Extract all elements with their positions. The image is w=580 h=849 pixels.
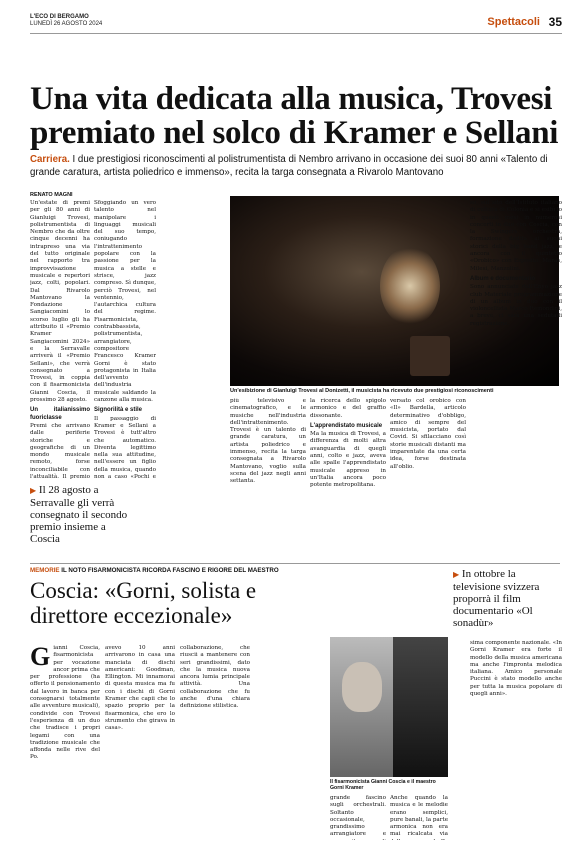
photo-caption-2: Il fisarmonicista Gianni Coscia e il maestro Gorni Kramer <box>330 779 436 791</box>
paragraph: Sono annunciate dell'Enyo jazz club Materiale programmazione di un album in duo con il violoncellista Marco Remondini, a breve, ci sarà una sedutadi registrazione. <box>470 284 562 327</box>
subheading: Un italianissimo fuoriclasse <box>30 407 90 421</box>
headline: Una vita dedicata alla musica, Trovesi premiato nel solco di Kramer e Sellani <box>30 81 559 151</box>
article-column-2 <box>94 200 156 480</box>
article-column-8 <box>105 645 175 835</box>
paragraph: più televisivo e cinematografico, e le musiche nell'industria dell'intrattenimento. Trovesi è un talento di grande caratura, un artista poliedrico e immenso, recita la targa consegnata a Rivarolo Mantovano, voglio sulla scena del jazz negli anni settanta. <box>230 398 306 485</box>
section-divider <box>30 563 560 564</box>
secondary-headline: Coscia: «Gorni, solista e direttore eccezionale» <box>30 578 257 628</box>
article-column-4 <box>310 398 386 558</box>
pull-quote-2 <box>453 568 563 629</box>
paragraph: Un'estate di premi per gli 80 anni di Gianluigi Trovesi, polistrumentista di Nembro che da oltre cinque decenni ha intrapreso una via del tutto originale nel rapporto tra improvvisazione musicale e repertori jazz, colti, popolari. Dal Rivarolo Mantovano la Fondazione Sangiacomini lo scorso luglio gli ha attribuito il «Premio Kramer Sangiacomini 2024» e la Serravalle arriverà il «Premio Sellani», che verrà consegnato a Trovesi, in coppia con il fisarmonicista Gianni Coscia, il prossimo 28 agosto. <box>30 200 90 404</box>
triangle-icon: ▶ <box>30 486 37 495</box>
paragraph: grande fascino sugli orchestrali. Soltanto occasionale, grandissimo arrangiatore e <box>330 795 386 838</box>
article-column-9 <box>180 645 250 835</box>
kicker-text: IL NOTO FISARMONICISTA RICORDA FASCINO E RIGORE DEL MAESTRO <box>59 567 279 574</box>
paragraph: ianni Coscia, fisarmonicista per vocazione ancor prima che per professione (ha offerto il pensionamento dal lavoro in banca per consegnarsi totalmente alle avventure musicali), condivide con Trovesi l'esperienza di un duo che tradisce i propri legami con una tradizione musicale che affonda nelle rive del Po. <box>30 645 100 761</box>
article-column-6 <box>470 200 562 500</box>
paragraph: avevo 10 anni arrivarono in casa una manciata di dischi americani: Goodman, Ellington. Mi innamorai di questa musica ma fu con i dischi di Gorni Kramer che capii che lo spazio proprio per la fisarmonica, che ero lo strumento che girava in casa». <box>105 645 175 732</box>
paragraph: Anche quando la musica e le melodie erano semplici, pure banali, la parte armonica non era mai ricalcata via <box>390 795 448 838</box>
music-stand <box>410 336 450 376</box>
paragraph: Sfoggiando un vero talento nel manipolare i linguaggi musicali del suo tempo, coniugando l'intrattenimento popolare con la passione per la musica a stelle e strisce, jazz compreso. Sì dunque, perciò Trovesi, nel ventennio, l'autarchica cultura del regime. Fisarmonicista, contrabbassista, polistrumentista, arrangiatore, compositore Francesco Kramer Gorni è stato protagonista in Italia dell'avvento dell'industria musicale saldando la canzone alla musica. <box>94 200 156 404</box>
article-column-11 <box>390 795 448 840</box>
article-column-12 <box>470 640 562 835</box>
stage-light <box>380 246 440 326</box>
page-header <box>30 14 562 34</box>
subheading: L'apprendistato musicale <box>310 422 383 429</box>
article-column-7 <box>30 645 100 835</box>
paragraph: collaborazione, che riuscii a mantenere con seri grandissimi, dato che la musica nuova ancora lumia principale attività. Una collaborazione che fu anche d'una chiara definizione stilistica. <box>180 645 250 710</box>
kramer-photo <box>393 637 448 777</box>
paragraph: Ma la musica di Trovesi, a differenza di molti altra avanguardia di quegli anni, colto e jazz, aveva alle spalle l'apprendistato musicale appreso in un'Italia ancora poco potente metropolitana. <box>310 431 386 489</box>
subheading: Album e documentario <box>470 275 536 282</box>
summary <box>30 154 560 179</box>
pull-quote-2-text: In ottobre la televisione svizzera proporrà il film documentario «Ol sonadùr» <box>453 568 540 629</box>
drop-cap: G <box>30 645 51 671</box>
paragraph: la ricerca dello spigolo armonico e del graffio dissonante. <box>310 398 386 419</box>
article-column-3 <box>230 398 306 558</box>
article-column-10 <box>330 795 386 840</box>
article-column-1 <box>30 200 90 480</box>
byline: RENATO MAGNI <box>30 192 73 198</box>
subheading: Signorilità e stile <box>94 407 143 414</box>
paragraph: sima componente nazionale. «In Gorni Kramer era forte il modello della musica americana ma anche l'impronta melodica italiana. Amico personale Puccini è stato modello anche per tutta la musica popolare di quegli anni». <box>470 640 562 698</box>
publication-date: LUNEDÌ 26 AGOSTO 2024 <box>30 21 103 27</box>
paragraph: Il passaggio di Kramer e Sellani a Trovesi è tutt'altro che automatico. Diventa legittimo nella sua attitudine, nell'essere un figlio della musica, quando non a caso «Pochi e <box>94 415 156 480</box>
pull-quote <box>30 484 134 545</box>
paragraph: so, sul sito dell'Istituto italiano di cultura di Colonia e si esibì lo in questi mesi in numerosi concerti in duo con Coscia, con la Swingers orchestra, formazione dedita ai suoni storici della big band jazz, e ancora con il quintetto «Orobico» con Esposito, Maras, Milesi, Manzolini. <box>470 200 562 272</box>
section-label: Spettacoli <box>487 16 540 28</box>
kicker <box>30 567 279 574</box>
triangle-icon: ▶ <box>453 570 460 579</box>
paragraph: Premi che arrivano dalle periferie storiche e geografiche di un mondo musicale remoto, forse inconciliabile con l'attualità. Il premio <box>30 422 90 480</box>
article-column-5 <box>390 398 466 558</box>
publication-name: L'ECO DI BERGAMO <box>30 14 89 20</box>
kicker-label: MEMORIE <box>30 567 60 574</box>
paragraph: versato col orobico con «Il» Bardella, articolo determinativo d'obbligo, amico di sempre del musicista, portato dal Covid. Si sfilacciano così storie musicali distanti ma imparentate da una certa idea, forse destinata all'oblio. <box>390 398 466 470</box>
page-number: 35 <box>548 15 562 29</box>
photo-caption: Un'esibizione di Gianluigi Trovesi al Donizetti, il musicista ha ricevuto due prestigiosi riconoscimenti <box>230 388 494 394</box>
header-rule <box>30 33 562 34</box>
summary-text: I due prestigiosi riconoscimenti al polistrumentista di Nembro arrivano in occasione dei suoi 80 anni «Talento di grande caratura, artista poliedrico e immenso», recita la targa consegnata a Rivarolo Mantovano <box>30 154 548 178</box>
summary-label: Carriera. <box>30 154 70 165</box>
portrait-face <box>342 662 382 712</box>
pull-quote-text: Il 28 agosto a Serravalle gli verrà consegnato il secondo premio insieme a Coscia <box>30 484 128 545</box>
publication-info <box>30 14 102 28</box>
